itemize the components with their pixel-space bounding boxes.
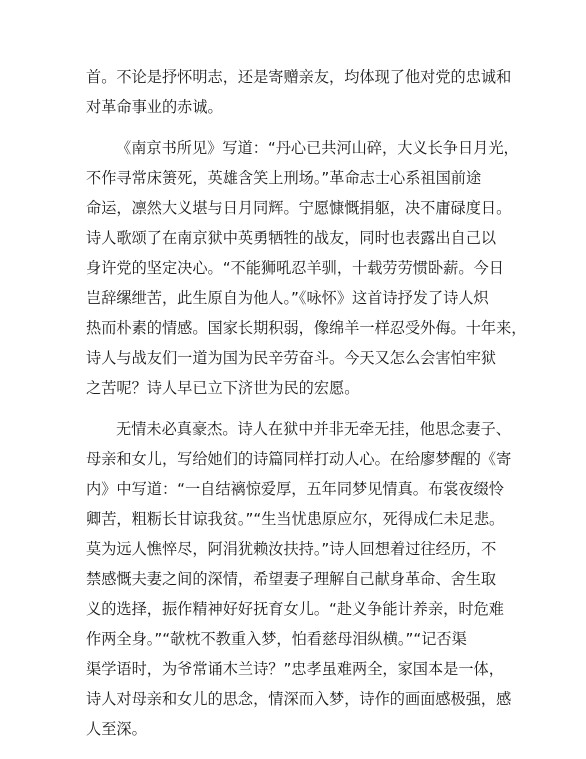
paragraph-3-line-9: 渠学语时，为爷常诵木兰诗？”忠孝虽难两全，家国本是一体， bbox=[86, 660, 504, 678]
paragraph-2-line-6: 岂辞缧绁苦，此生原自为他人。”《咏怀》这首诗抒发了诗人炽 bbox=[86, 289, 489, 307]
paragraph-2-line-9: 之苦呢？诗人早已立下济世为民的宏愿。 bbox=[86, 379, 360, 397]
paragraph-3-line-11: 人至深。 bbox=[86, 720, 147, 738]
paragraph-3-line-10: 诗人对母亲和女儿的思念，情深而入梦，诗作的画面感极强，感 bbox=[86, 690, 512, 708]
paragraph-2-line-1: 《南京书所见》写道：“丹心已共河山碎，大义长争日月光， bbox=[116, 139, 519, 157]
paragraph-3-line-4: 卿苦，粗粝长甘谅我贫。”“生当忧患原应尔，死得成仁未足悲。 bbox=[86, 510, 505, 528]
paragraph-2-line-8: 诗人与战友们一道为国为民辛劳奋斗。今天又怎么会害怕牢狱 bbox=[86, 349, 497, 367]
paragraph-3-line-5: 莫为远人憔悴尽，阿涓犹赖汝扶持。”诗人回想着过往经历，不 bbox=[86, 540, 497, 558]
paragraph-1-line-2: 对革命事业的赤诚。 bbox=[86, 98, 223, 116]
paragraph-2-line-7: 热而朴素的情感。国家长期积弱，像绵羊一样忍受外侮。十年来， bbox=[86, 319, 527, 337]
paragraph-2-line-5: 身许党的坚定决心。“不能狮吼忍羊驯，十载劳劳惯卧薪。今日 bbox=[86, 259, 504, 277]
paragraph-3-line-6: 禁感慨夫妻之间的深情，希望妻子理解自己献身革命、舍生取 bbox=[86, 570, 497, 588]
paragraph-3-line-8: 作两全身。”“欹枕不教重入梦，怕看慈母泪纵横。”“记否渠 bbox=[86, 630, 467, 648]
paragraph-3-line-7: 义的选择，振作精神好好抚育女儿。“赴义争能计养亲，时危难 bbox=[86, 600, 504, 618]
paragraph-2-line-3: 命运，凛然大义堪与日月同辉。宁愿慷慨捐躯，决不庸碌度日。 bbox=[86, 199, 512, 217]
paragraph-2-line-2: 不作寻常床箦死，英雄含笑上刑场。”革命志士心系祖国前途 bbox=[86, 169, 482, 187]
paragraph-3-line-2: 母亲和女儿，写给她们的诗篇同样打动人心。在给廖梦醒的《寄 bbox=[86, 450, 512, 468]
paragraph-3-line-3: 内》中写道：“一自结褵惊爱厚，五年同梦见情真。布裳夜缀怜 bbox=[86, 480, 504, 498]
paragraph-3-line-1: 无情未必真豪杰。诗人在狱中并非无牵无挂，他思念妻子、 bbox=[116, 420, 511, 438]
paragraph-2-line-4: 诗人歌颂了在南京狱中英勇牺牲的战友，同时也表露出自己以 bbox=[86, 229, 497, 247]
paragraph-1-line-1: 首。不论是抒怀明志，还是寄赠亲友，均体现了他对党的忠诚和 bbox=[86, 68, 512, 86]
